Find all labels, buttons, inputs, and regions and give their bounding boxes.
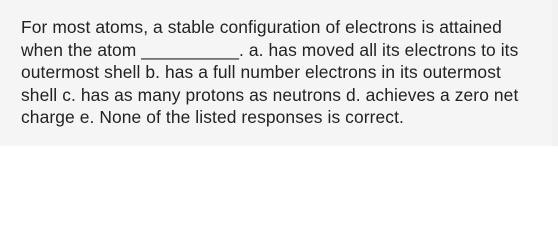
question-text [21,16,549,129]
question-line: charge e. None of the listed responses is correct. [21,107,404,127]
question-line: shell c. has as many protons as neutrons d. achieves a zero net [21,84,519,105]
question-line: For most atoms, a stable configuration of electrons is attained [21,17,502,37]
right-edge-strip [552,0,558,146]
question-line: outermost shell b. has a full number electrons in its outermost [21,62,501,82]
question-line: when the atom __________. a. has moved all its electrons to its [21,39,519,60]
